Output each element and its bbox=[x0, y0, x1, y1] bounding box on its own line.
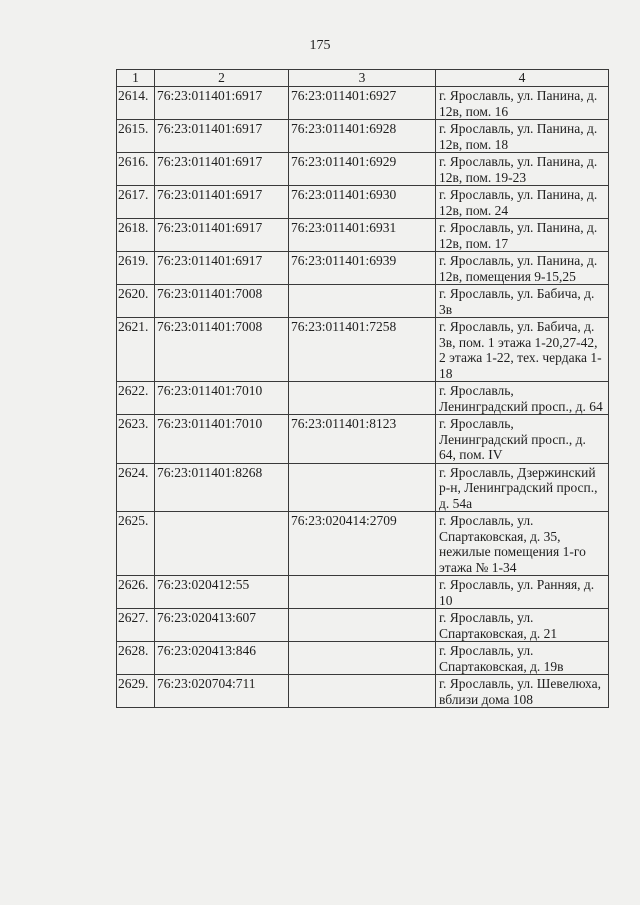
cadastral-number-cell: 76:23:011401:7008 bbox=[155, 318, 289, 382]
address-cell: г. Ярославль, ул. Панина, д. 12в, пом. 24 bbox=[436, 186, 609, 219]
room-cadastral-number-cell bbox=[289, 285, 436, 318]
address-cell: г. Ярославль, ул. Панина, д. 12в, пом. 17 bbox=[436, 219, 609, 252]
row-number-cell: 2619. bbox=[117, 252, 155, 285]
room-cadastral-number-cell: 76:23:011401:8123 bbox=[289, 415, 436, 464]
cadastral-number-cell: 76:23:011401:6917 bbox=[155, 252, 289, 285]
row-number-cell: 2617. bbox=[117, 186, 155, 219]
room-cadastral-number-cell: 76:23:020414:2709 bbox=[289, 512, 436, 576]
row-number-cell: 2626. bbox=[117, 576, 155, 609]
table-row bbox=[117, 415, 609, 464]
cadastral-number-cell: 76:23:011401:6917 bbox=[155, 153, 289, 186]
address-cell: г. Ярославль, Ленинградский просп., д. 64 bbox=[436, 382, 609, 415]
address-cell: г. Ярославль, ул. Спартаковская, д. 21 bbox=[436, 609, 609, 642]
column-header: 3 bbox=[289, 70, 436, 87]
table-row bbox=[117, 285, 609, 318]
address-cell: г. Ярославль, Дзержинский р-н, Ленинградский просп., д. 54а bbox=[436, 463, 609, 512]
column-header: 4 bbox=[436, 70, 609, 87]
cadastral-number-cell: 76:23:011401:8268 bbox=[155, 463, 289, 512]
room-cadastral-number-cell bbox=[289, 576, 436, 609]
room-cadastral-number-cell bbox=[289, 642, 436, 675]
room-cadastral-number-cell bbox=[289, 609, 436, 642]
row-number-cell: 2629. bbox=[117, 675, 155, 708]
cadastral-number-cell: 76:23:020704:711 bbox=[155, 675, 289, 708]
cadastral-number-cell: 76:23:011401:7008 bbox=[155, 285, 289, 318]
table-row bbox=[117, 463, 609, 512]
table-row bbox=[117, 642, 609, 675]
cadastral-number-cell: 76:23:011401:6917 bbox=[155, 120, 289, 153]
header-row bbox=[117, 70, 609, 87]
column-header: 2 bbox=[155, 70, 289, 87]
room-cadastral-number-cell: 76:23:011401:6929 bbox=[289, 153, 436, 186]
cadastral-number-cell: 76:23:011401:7010 bbox=[155, 382, 289, 415]
address-cell: г. Ярославль, ул. Бабича, д. 3в bbox=[436, 285, 609, 318]
table-row bbox=[117, 382, 609, 415]
column-header: 1 bbox=[117, 70, 155, 87]
row-number-cell: 2620. bbox=[117, 285, 155, 318]
cadastral-number-cell: 76:23:011401:6917 bbox=[155, 87, 289, 120]
room-cadastral-number-cell: 76:23:011401:6930 bbox=[289, 186, 436, 219]
table-row bbox=[117, 219, 609, 252]
cadastral-number-cell bbox=[155, 512, 289, 576]
table-row bbox=[117, 186, 609, 219]
address-cell: г. Ярославль, Ленинградский просп., д. 64, пом. IV bbox=[436, 415, 609, 464]
table-row bbox=[117, 318, 609, 382]
room-cadastral-number-cell: 76:23:011401:6927 bbox=[289, 87, 436, 120]
address-cell: г. Ярославль, ул. Панина, д. 12в, пом. 18 bbox=[436, 120, 609, 153]
row-number-cell: 2621. bbox=[117, 318, 155, 382]
registry-table bbox=[116, 69, 609, 708]
address-cell: г. Ярославль, ул. Спартаковская, д. 35, нежилые помещения 1-го этажа № 1-34 bbox=[436, 512, 609, 576]
address-cell: г. Ярославль, ул. Панина, д. 12в, пом. 16 bbox=[436, 87, 609, 120]
row-number-cell: 2627. bbox=[117, 609, 155, 642]
address-cell: г. Ярославль, ул. Панина, д. 12в, помещения 9-15,25 bbox=[436, 252, 609, 285]
cadastral-number-cell: 76:23:020412:55 bbox=[155, 576, 289, 609]
page-number: 175 bbox=[309, 38, 331, 53]
row-number-cell: 2616. bbox=[117, 153, 155, 186]
row-number-cell: 2618. bbox=[117, 219, 155, 252]
row-number-cell: 2628. bbox=[117, 642, 155, 675]
room-cadastral-number-cell: 76:23:011401:7258 bbox=[289, 318, 436, 382]
address-cell: г. Ярославль, ул. Ранняя, д. 10 bbox=[436, 576, 609, 609]
table-row bbox=[117, 252, 609, 285]
room-cadastral-number-cell: 76:23:011401:6931 bbox=[289, 219, 436, 252]
cadastral-number-cell: 76:23:020413:607 bbox=[155, 609, 289, 642]
row-number-cell: 2624. bbox=[117, 463, 155, 512]
room-cadastral-number-cell bbox=[289, 675, 436, 708]
address-cell: г. Ярославль, ул. Бабича, д. 3в, пом. 1 этажа 1-20,27-42, 2 этажа 1-22, тех. чердака 1-18 bbox=[436, 318, 609, 382]
cadastral-number-cell: 76:23:011401:6917 bbox=[155, 219, 289, 252]
table-row bbox=[117, 576, 609, 609]
row-number-cell: 2615. bbox=[117, 120, 155, 153]
table-row bbox=[117, 120, 609, 153]
room-cadastral-number-cell bbox=[289, 382, 436, 415]
cadastral-number-cell: 76:23:020413:846 bbox=[155, 642, 289, 675]
room-cadastral-number-cell: 76:23:011401:6928 bbox=[289, 120, 436, 153]
table-row bbox=[117, 675, 609, 708]
cadastral-number-cell: 76:23:011401:6917 bbox=[155, 186, 289, 219]
row-number-cell: 2614. bbox=[117, 87, 155, 120]
address-cell: г. Ярославль, ул. Панина, д. 12в, пом. 19-23 bbox=[436, 153, 609, 186]
room-cadastral-number-cell bbox=[289, 463, 436, 512]
address-cell: г. Ярославль, ул. Шевелюха, вблизи дома 108 bbox=[436, 675, 609, 708]
row-number-cell: 2625. bbox=[117, 512, 155, 576]
row-number-cell: 2623. bbox=[117, 415, 155, 464]
row-number-cell: 2622. bbox=[117, 382, 155, 415]
table-row bbox=[117, 512, 609, 576]
room-cadastral-number-cell: 76:23:011401:6939 bbox=[289, 252, 436, 285]
cadastral-number-cell: 76:23:011401:7010 bbox=[155, 415, 289, 464]
address-cell: г. Ярославль, ул. Спартаковская, д. 19в bbox=[436, 642, 609, 675]
table-row bbox=[117, 153, 609, 186]
table-row bbox=[117, 87, 609, 120]
table-row bbox=[117, 609, 609, 642]
